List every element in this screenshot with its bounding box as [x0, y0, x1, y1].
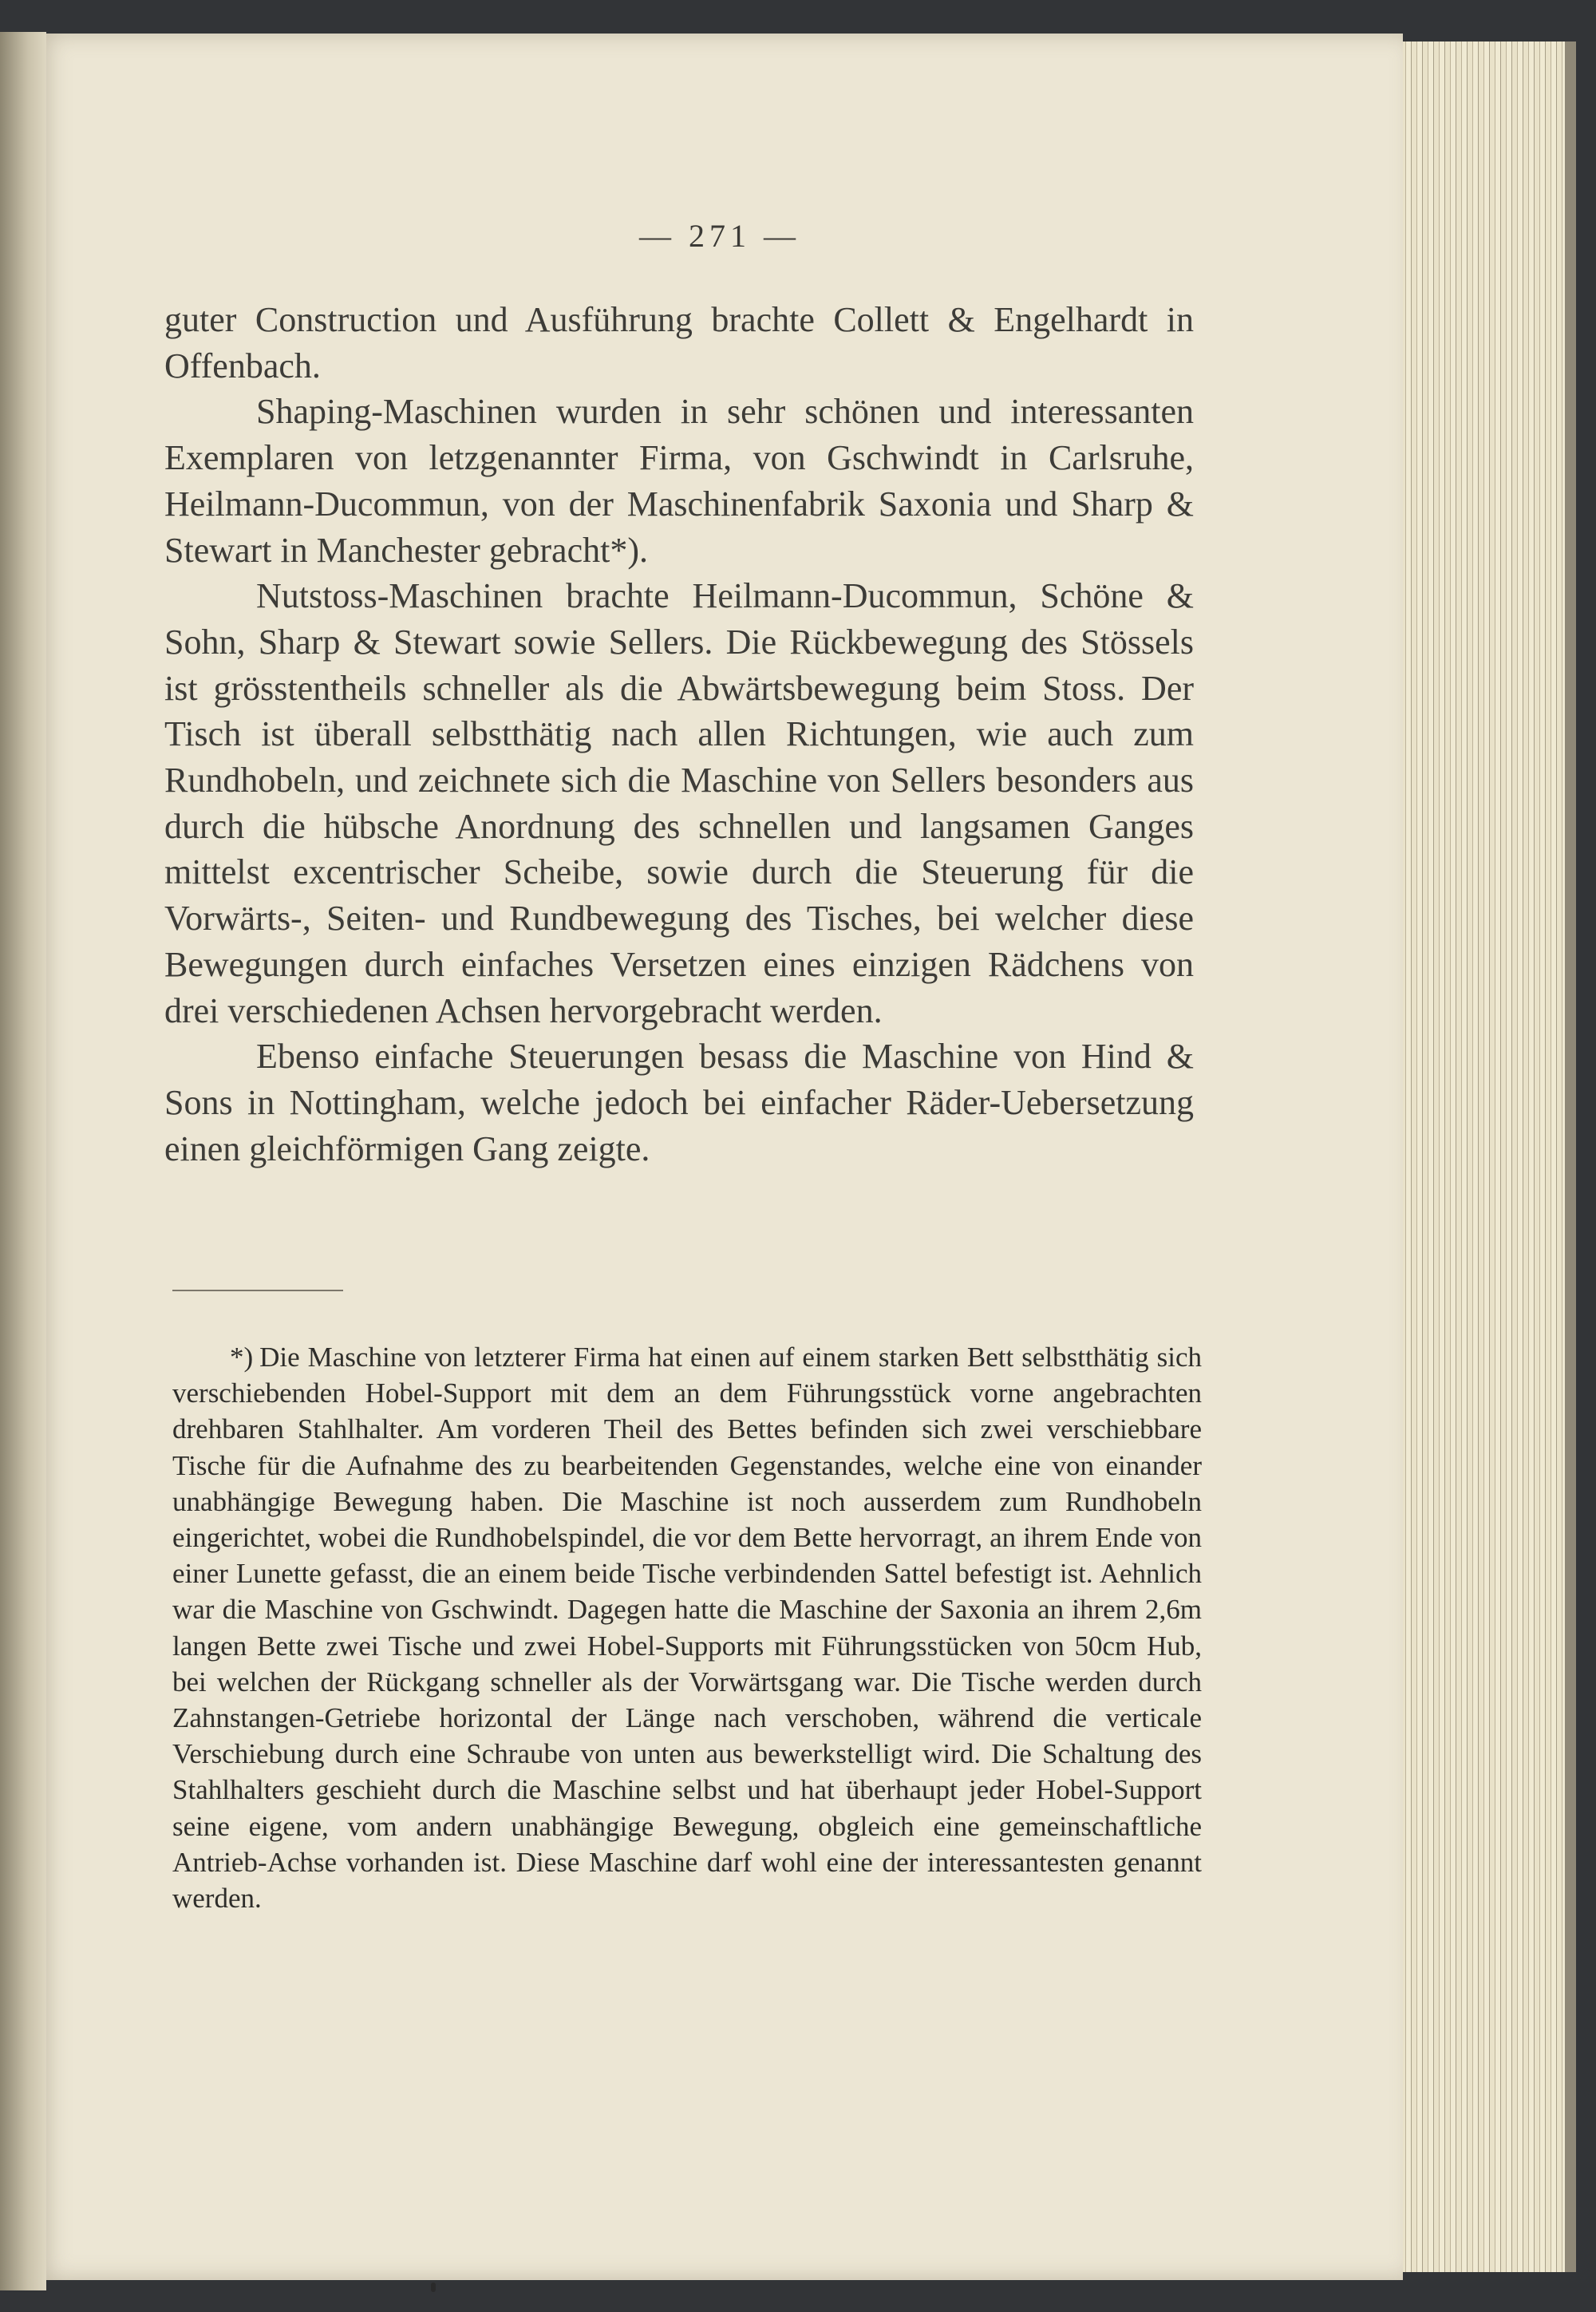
footnote-divider	[172, 1290, 343, 1291]
page-edges	[1400, 41, 1576, 2272]
paragraph-continuation: guter Construction und Ausführung brachte Collett & Engelhardt in Offenbach.	[164, 300, 1194, 385]
footnote-marker: *)	[230, 1342, 254, 1373]
scan-smudge	[431, 2282, 436, 2292]
footnote	[172, 1339, 1202, 1916]
paragraph-shaping-maschinen: Shaping-Maschinen wurden in sehr schönen und interessanten Exemplaren von letzgenannter Firma, von Gschwindt in Carlsruhe, Heilmann-Ducommun, von der Maschinenfabrik Saxonia und Sharp & Stewart in Manchester gebracht*).	[164, 392, 1194, 570]
body-text	[164, 297, 1194, 1172]
footnote-text: Die Maschine von letzterer Firma hat einen auf einem starken Bett selbstthätig sich verschiebenden Hobel-Support mit dem an dem Führungsstück vorne angebrachten drehbaren Stahlhalter. Am vorderen Theil des Bettes befinden sich zwei verschiebbare Tische für die Aufnahme des zu bearbeitenden Gegenstandes, welche eine von einander unabhängige Bewegung haben. Die Maschine ist noch ausserdem zum Rundhobeln eingerichtet, wobei die Rundhobelspindel, die vor dem Bette hervorragt, an ihrem Ende von einer Lunette gefasst, die an einem beide Tische verbindenden Sattel befestigt ist. Aehnlich war die Maschine von Gschwindt. Dagegen hatte die Maschine der Saxonia an ihrem 2,6m langen Bette zwei Tische und zwei Hobel-Supports mit Führungsstücken von 50cm Hub, bei welchen der Rückgang schneller als der Vorwärtsgang war. Die Tische werden durch Zahnstangen-Getriebe horizontal der Länge nach verschoben, während die verticale Verschiebung durch eine Schraube von unten aus bewerkstelligt wird. Die Schaltung des Stahlhalters geschieht durch die Maschine selbst und hat überhaupt jeder Hobel-Support seine eigene, vom andern unabhängige Bewegung, obgleich eine gemeinschaftliche Antrieb-Achse vorhanden ist. Diese Maschine darf wohl eine der interessantesten genannt werden.	[172, 1342, 1202, 1915]
facing-page-gutter	[0, 32, 46, 2290]
paragraph-hind-sons: Ebenso einfache Steuerungen besass die Maschine von Hind & Sons in Nottingham, welche jedoch bei einfacher Räder-Uebersetzung einen gleichförmigen Gang zeigte.	[164, 1037, 1194, 1168]
paragraph-nutstoss-maschinen: Nutstoss-Maschinen brachte Heilmann-Ducommun, Schöne & Sohn, Sharp & Stewart sowie Sellers. Die Rückbewegung des Stössels ist grösstentheils schneller als die Abwärtsbewegung beim Stoss. Der Tisch ist überall selbstthätig nach allen Richtungen, wie auch zum Rundhobeln, und zeichnete sich die Maschine von Sellers besonders aus durch die hübsche Anordnung des schnellen und langsamen Ganges mittelst excentrischer Scheibe, sowie durch die Steuerung für die Vorwärts-, Seiten- und Rundbewegung des Tisches, bei welcher diese Bewegungen durch einfaches Versetzen eines einzigen Rädchens von drei verschiedenen Achsen hervorgebracht werden.	[164, 576, 1194, 1030]
page-number: — 271 —	[639, 218, 800, 254]
book-page	[37, 34, 1403, 2280]
